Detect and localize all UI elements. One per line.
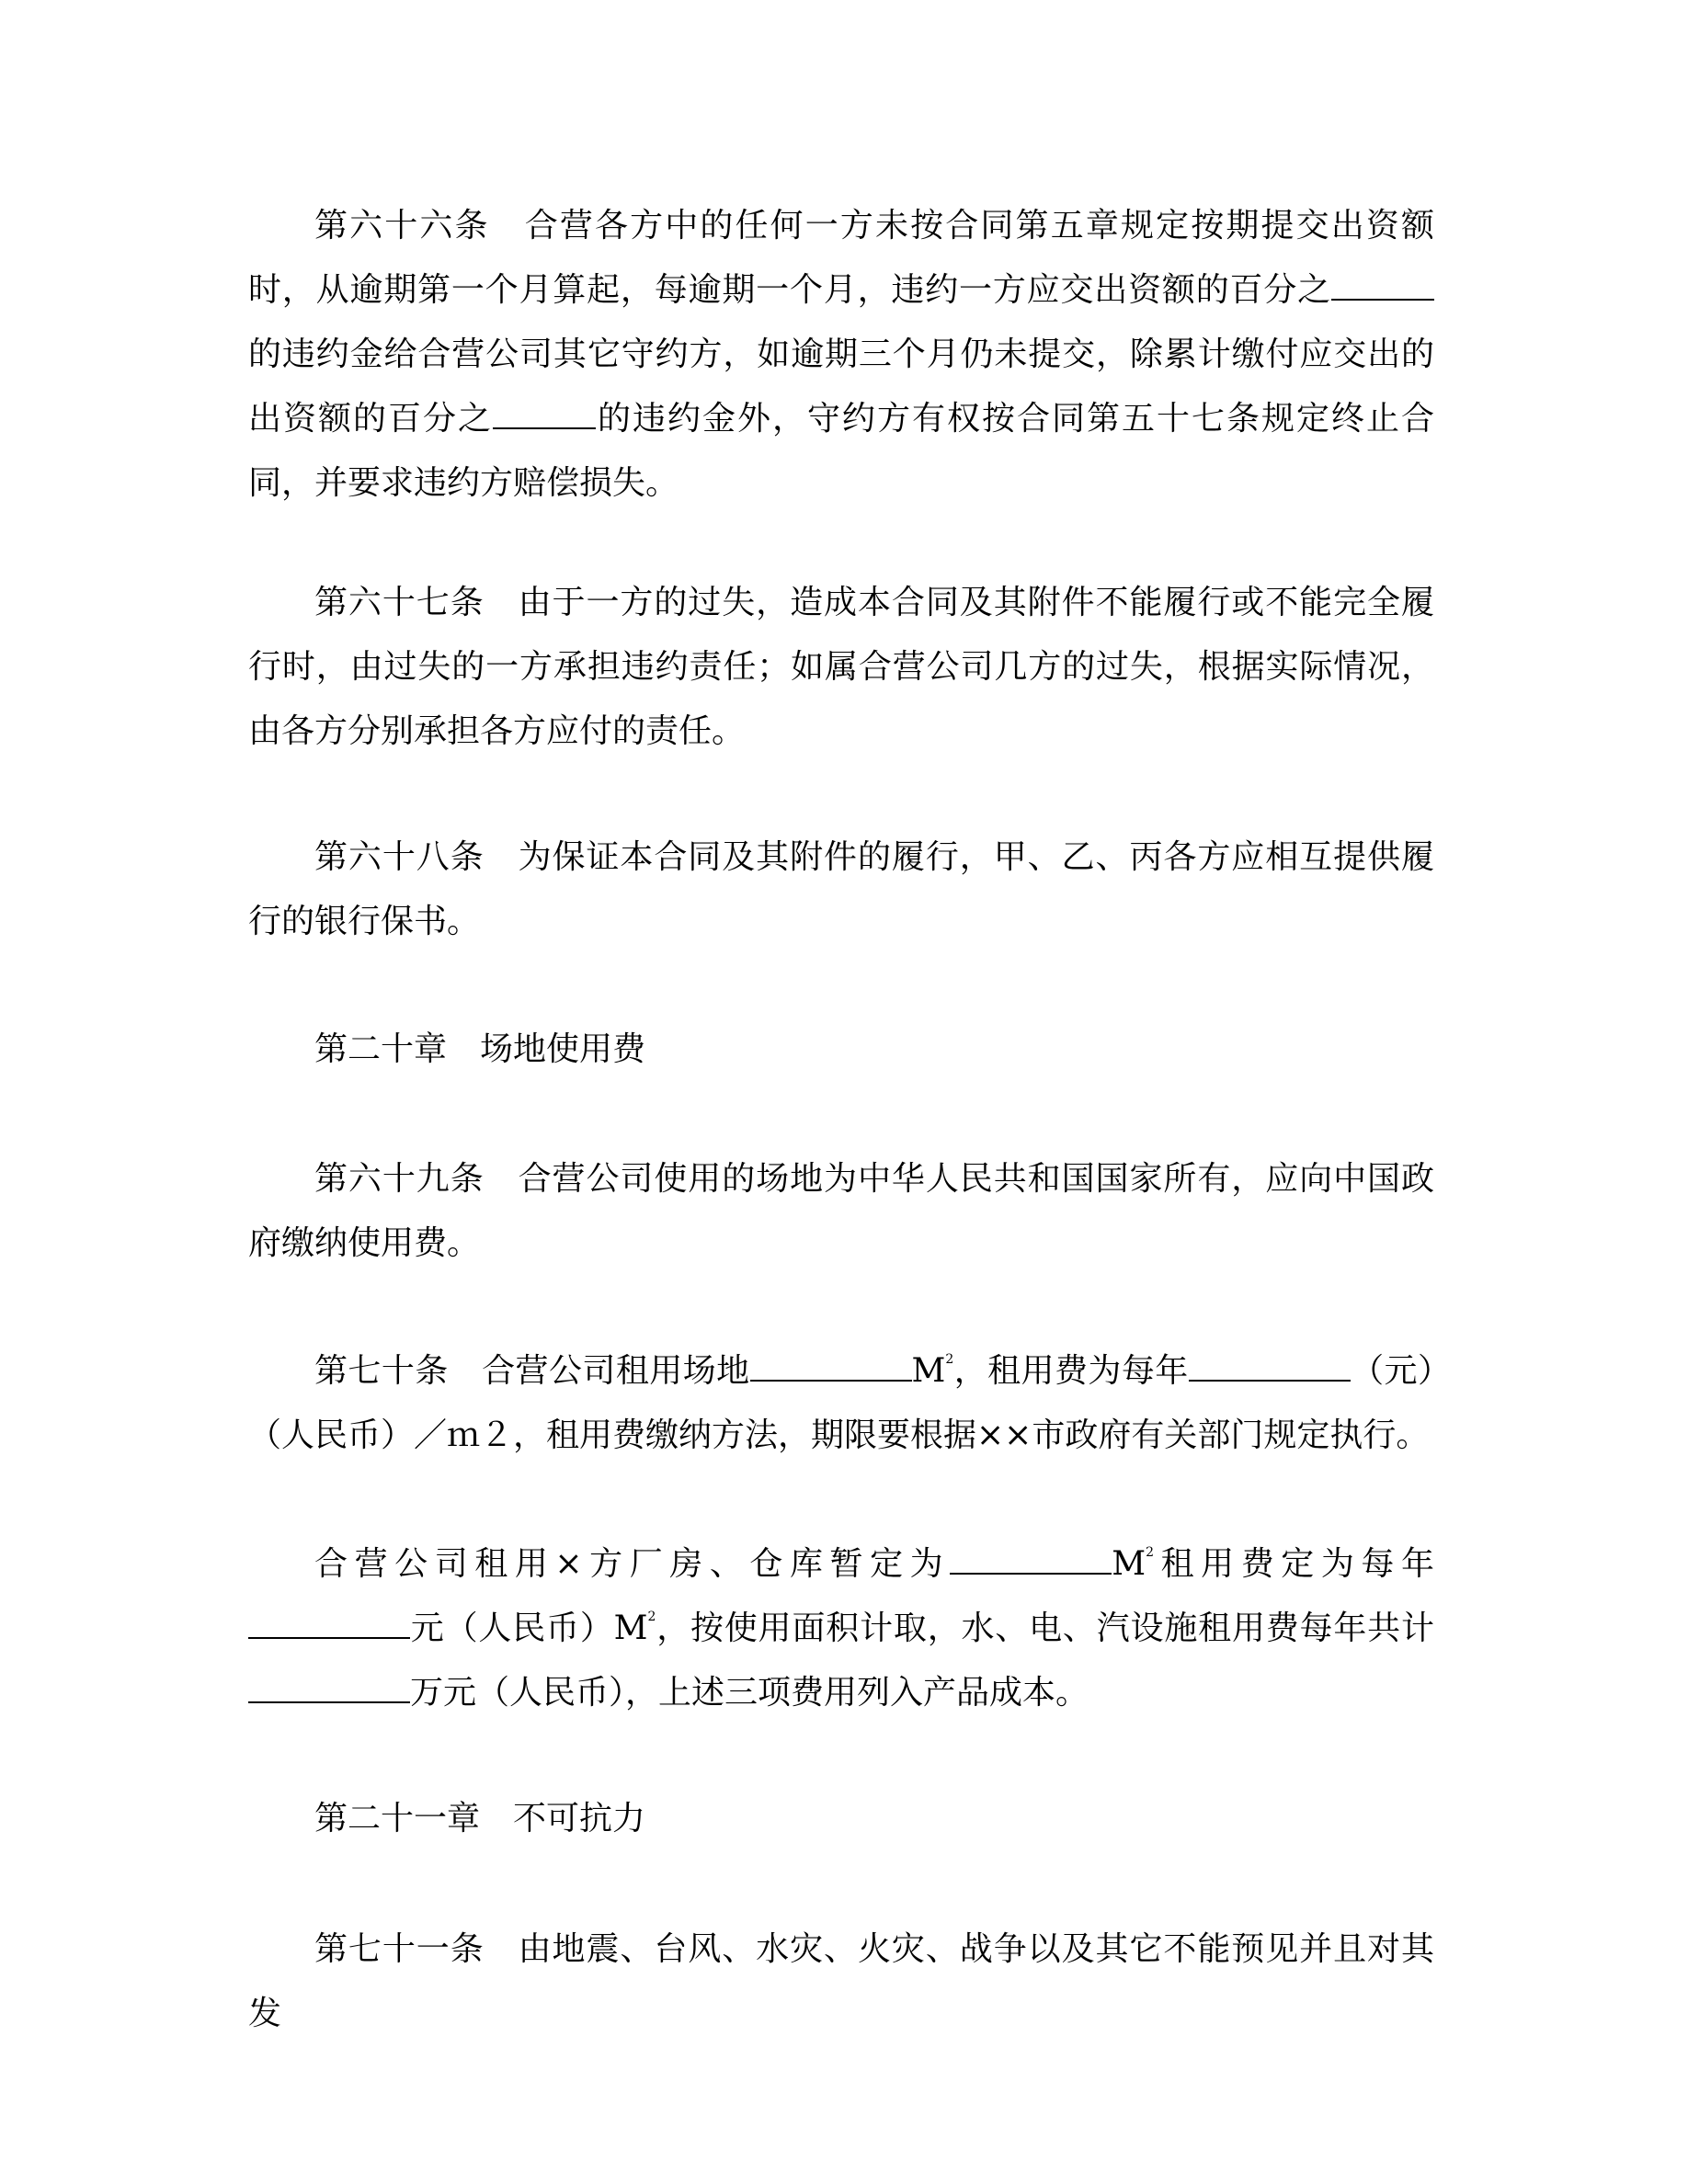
chapter-number: 第二十章 [314,1030,448,1068]
chapter-20-heading [248,1018,1434,1082]
chapter-title: 场地使用费 [480,1030,646,1068]
article-heading: 第六十九条 [314,1160,485,1198]
article-heading: 第七十条 [314,1352,449,1390]
article-70-paragraph-2: 合营公司租用×方厂房、仓库暂定为 $M^2$租用费定为每年元（人民币）$M^2$，按使用面积计取，水、电、汽设施租用费每年共计万元（人民币），上述三项费用列入产品成本。 [248,1532,1434,1725]
chapter-21-heading [248,1787,1434,1851]
article-66: 第六十六条 合营各方中的任何一方未按合同第五章规定按期提交出资额时，从逾期第一个月算起，每逾期一个月，违约一方应交出资额的百分之的违约金给合营公司其它守约方，如逾期三个月仍未提交，除累计缴付应交出的出资额的百分之 的违约金外，守约方有权按合同第五十七条规定终止合同，并要求违约方赔偿损失。 [248,207,1434,502]
fill-blank [493,396,596,429]
article-heading: 第六十六条 [314,207,490,245]
article-70: 第七十条 合营公司租用场地 $M^2$，租用费为每年 （元）（人民币）／ｍ２，租用费缴纳方法，期限要根据××市政府有关部门规定执行。 [248,1339,1434,1468]
fill-blank [1331,267,1434,301]
chapter-number: 第二十一章 [314,1800,481,1837]
fill-blank [1189,1348,1351,1382]
article-69: 第六十九条 合营公司使用的场地为中华人民共和国国家所有，应向中国政府缴纳使用费。 [248,1160,1434,1262]
chapter-title: 不可抗力 [513,1800,646,1837]
fill-blank [248,1606,410,1639]
article-67: 第六十七条 由于一方的过失，造成本合同及其附件不能履行或不能完全履行时，由过失的一方承担违约责任；如属合营公司几方的过失，根据实际情况，由各方分别承担各方应付的责任。 [248,584,1434,750]
article-heading: 第七十一条 [314,1930,485,1968]
fill-blank [750,1348,912,1382]
article-68: 第六十八条 为保证本合同及其附件的履行，甲、乙、丙各方应相互提供履行的银行保书。 [248,838,1434,940]
fill-blank [950,1541,1112,1575]
article-heading: 第六十八条 [314,838,485,876]
fill-blank [248,1670,410,1703]
article-71: 第七十一条 由地震、台风、水灾、火灾、战争以及其它不能预见并且对其发 [248,1930,1434,2032]
article-heading: 第六十七条 [314,584,485,621]
